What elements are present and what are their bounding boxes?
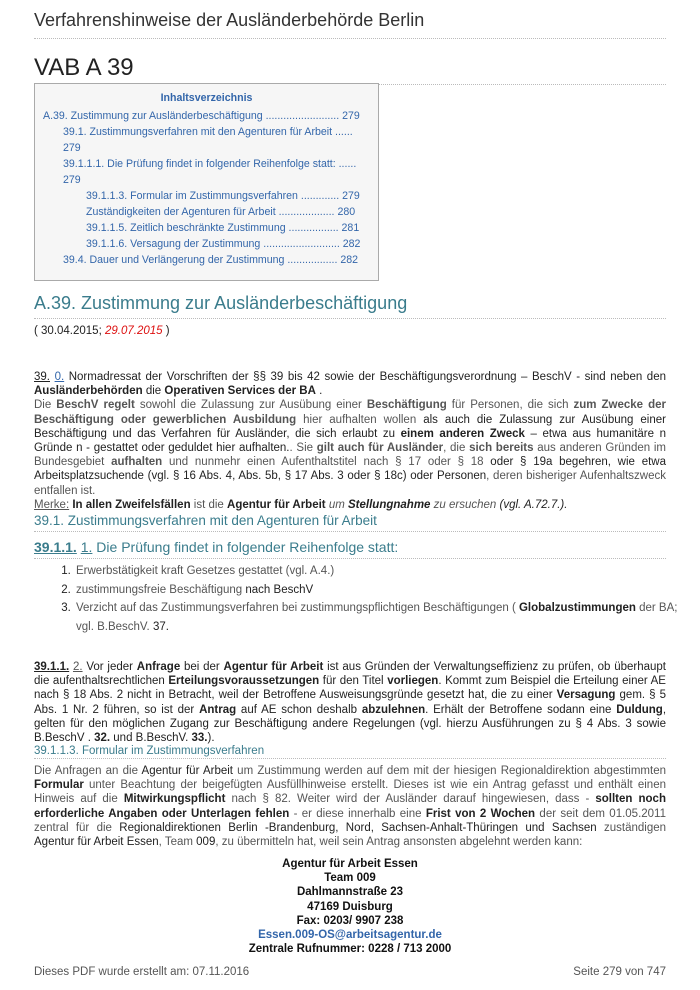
italic-text: zu ersuchen bbox=[430, 498, 500, 511]
text: Vor jeder bbox=[82, 661, 137, 673]
page-number: Seite 279 von 747 bbox=[573, 966, 666, 978]
text: als auch die Zulassung zur Ausübung einer Beschäftigung und das Verfahren für Ausländer, die sich erlaubt zu bbox=[34, 413, 666, 440]
list-item bbox=[74, 599, 684, 636]
text: , die bbox=[443, 442, 470, 455]
toc-link[interactable]: A.39. Zustimmung zur Ausländerbeschäftigung ......................... 279 bbox=[43, 110, 360, 122]
section-title: A.39. Zustimmung zur Ausländerbeschäftigung bbox=[34, 293, 666, 319]
bold-text: Anfrage bbox=[136, 661, 181, 673]
bold-text: Operativen Services der BA bbox=[164, 385, 316, 398]
text: sowohl die Zulassung zur Ausübung einer bbox=[134, 399, 367, 412]
check-order-list bbox=[56, 562, 684, 636]
toc-link[interactable]: 39.4. Dauer und Verlängerung der Zustimmung ................. 282 bbox=[63, 254, 359, 266]
merke-label: Merke: bbox=[34, 498, 70, 511]
paragraph-number[interactable]: 39. bbox=[34, 371, 50, 383]
text: zuständigen bbox=[596, 821, 666, 834]
bold-text: zum Zwecke der Beschäftigung oder gewerblichen Ausbildung bbox=[34, 399, 666, 426]
bold-text: 32. bbox=[94, 732, 111, 745]
document-title: VAB A 39 bbox=[34, 54, 666, 85]
bold-text: vorliegen bbox=[387, 675, 439, 688]
bold-text: In allen Zweifelsfällen bbox=[72, 498, 191, 511]
text: nach BeschV bbox=[245, 583, 314, 596]
bold-text: abzulehnen bbox=[361, 703, 426, 716]
heading-subnumber[interactable]: 1. bbox=[80, 539, 93, 555]
bold-text: Frist von 2 Wochen bbox=[425, 807, 536, 820]
text: Agentur für Arbeit Essen bbox=[34, 836, 159, 849]
bold-text: gilt auch für Ausländer bbox=[316, 442, 444, 455]
paragraph-number[interactable]: 39.1.1. bbox=[34, 661, 70, 673]
address-line: Fax: 0203/ 9907 238 bbox=[296, 914, 404, 927]
address-block bbox=[34, 857, 666, 956]
text: , Team bbox=[158, 836, 197, 849]
toc-link[interactable]: 39.1.1.6. Versagung der Zustimmung .......................... 282 bbox=[86, 238, 361, 250]
address-line: Agentur für Arbeit Essen bbox=[282, 858, 418, 870]
text: Regionaldirektionen Berlin -Brandenburg, Nord, Sachsen-Anhalt-Thüringen und Sachsen bbox=[119, 821, 597, 834]
text: ist aus Gründen der Verwaltungseffizienz zu prüfen, ob überhaupt die aufenthaltsrechtlichen bbox=[34, 661, 666, 688]
paragraph-subnumber[interactable]: 0. bbox=[54, 371, 65, 383]
text: für Personen, die sich bbox=[446, 399, 574, 412]
address-line: Zentrale Rufnummer: 0228 / 713 2000 bbox=[248, 943, 452, 956]
date-close: ) bbox=[162, 325, 170, 337]
text: aus anderen Gründen im Bundesgebiet bbox=[34, 442, 666, 469]
bold-italic-text: Stellungnahme bbox=[348, 498, 431, 511]
text: ist die bbox=[190, 498, 228, 511]
text: . bbox=[315, 385, 323, 398]
text: Agentur für Arbeit bbox=[141, 765, 233, 777]
text: oder § 19a begehren, wie etwa Arbeitsplatzsuchende (vgl. § 16 Abs. 4, Abs. 5b, § 17 Abs. 3 oder § 18c) oder Personen bbox=[34, 456, 666, 483]
text: ). bbox=[207, 732, 215, 745]
toc-title: Inhaltsverzeichnis bbox=[160, 92, 253, 104]
created-date: Dieses PDF wurde erstellt am: 07.11.2016 bbox=[34, 966, 250, 978]
address-line: Dahlmannstraße 23 bbox=[296, 886, 404, 899]
table-of-contents bbox=[34, 83, 379, 281]
bold-text: 33. bbox=[191, 732, 208, 745]
text: und nunmehr einen Aufenthaltstitel nach § 17 oder § 18 bbox=[162, 456, 491, 469]
text: , deren bisheriger Aufenhaltszweck entfallen ist. bbox=[34, 470, 666, 497]
bold-text: Antrag bbox=[199, 703, 237, 716]
email-link[interactable]: Essen.009-OS@arbeitsagentur.de bbox=[258, 929, 442, 942]
text: für den Titel bbox=[319, 675, 388, 688]
toc-link[interactable]: Zuständigkeiten der Agenturen für Arbeit ................... 280 bbox=[86, 206, 356, 218]
address-line: 47169 Duisburg bbox=[307, 900, 393, 913]
text: um Zustimmung werden auf dem mit der hiesigen Regionaldirektion abgestimmten bbox=[233, 765, 666, 777]
bold-text: Versagung bbox=[556, 689, 616, 702]
text: Erwerbstätigkeit kraft Gesetzes gestattet (vgl. A.4.) bbox=[76, 565, 335, 577]
text: bei der bbox=[180, 661, 224, 673]
paragraph-39-1-1-2 bbox=[34, 660, 666, 745]
text: gem. § 5 Abs. 1 Nr. 2 führen, so ist der bbox=[34, 689, 666, 716]
toc-link[interactable]: 39.1.1.3. Formular im Zustimmungsverfahren ............. 279 bbox=[86, 190, 360, 202]
toc-link[interactable]: 39.1.1.5. Zeitlich beschränkte Zustimmung ................. 281 bbox=[86, 222, 360, 234]
bold-text: einem anderen Zweck bbox=[400, 427, 525, 440]
heading-number[interactable]: 39.1.1. bbox=[34, 539, 77, 555]
text: - er diese innerhalb eine bbox=[289, 807, 426, 820]
text: , zu übermitteln hat, weil sein Antrag ansonsten abgelehnt werden kann: bbox=[215, 836, 583, 849]
text: zustimmungsfreie Beschäftigung bbox=[76, 583, 246, 596]
text: Die Anfragen an die bbox=[34, 765, 142, 777]
heading-39-1-1-3: 39.1.1.3. Formular im Zustimmungsverfahren bbox=[34, 745, 666, 759]
bold-text: Mitwirkungspflicht bbox=[123, 793, 226, 806]
list-item bbox=[74, 562, 684, 581]
text: und B.BeschV. bbox=[110, 732, 192, 745]
address-line: Team 009 bbox=[324, 872, 376, 885]
list-item bbox=[74, 581, 684, 600]
heading-39-1: 39.1. Zustimmungsverfahren mit den Agenturen für Arbeit bbox=[34, 513, 666, 532]
page-footer bbox=[34, 966, 666, 978]
paragraph-39-1-1-3 bbox=[34, 764, 666, 849]
text: auf AE schon deshalb bbox=[236, 703, 362, 716]
text: . Erhält der Betroffene sodann eine bbox=[425, 703, 617, 716]
bold-text: Formular bbox=[34, 779, 84, 792]
date-line bbox=[34, 325, 170, 337]
bold-text: Beschäftigung bbox=[366, 399, 447, 412]
text: , gelten für den möglichen Zugang zur Beschäftigung andere Regelungen (vgl. hierzu Ausführungen zu § 4 Abs. 3 sowie B.BeschV . bbox=[34, 703, 667, 745]
bold-text: Ausländerbehörden bbox=[34, 385, 143, 398]
bold-text: Erteilungsvoraussetzungen bbox=[168, 675, 320, 688]
text: Normadressat der Vorschriften der §§ 39 bis 42 sowie der Beschäftigungsverordnung – BeschV - sind neben den bbox=[64, 371, 666, 383]
bold-text: Agentur für Arbeit bbox=[223, 661, 324, 673]
text: – etwa aus humanitäre n Gründe n - gestattet oder geduldet hier aufhalten. bbox=[34, 427, 666, 455]
heading-text: Die Prüfung findet in folgender Reihenfolge statt: bbox=[92, 539, 399, 555]
bold-text: Duldung bbox=[616, 703, 663, 716]
bold-text: aufhalten bbox=[111, 456, 163, 469]
italic-text: (vgl. A.72.7.). bbox=[499, 498, 568, 511]
text: 37. bbox=[152, 620, 169, 633]
bold-text: sich bereits bbox=[469, 442, 534, 455]
toc-link[interactable]: 39.1.1.1. Die Prüfung findet in folgender Reihenfolge statt: ...... 279 bbox=[63, 158, 357, 186]
text: . Sie bbox=[289, 442, 317, 455]
text: Die bbox=[34, 399, 57, 412]
text: Verzicht auf das Zustimmungsverfahren bei zustimmungspflichtigen Beschäftigungen ( bbox=[76, 602, 519, 614]
bold-text: sollten noch erforderliche Angaben oder Unterlagen fehlen bbox=[34, 793, 666, 820]
bold-text: Agentur für Arbeit bbox=[227, 498, 326, 511]
date-revised: 29.07.2015 bbox=[104, 325, 163, 337]
text: 009 bbox=[196, 836, 216, 849]
paragraph-subnumber[interactable]: 2. bbox=[72, 661, 83, 673]
text: unter Beachtung der beigefügten Ausfüllhinweise erstellt. Dies bbox=[83, 779, 417, 792]
text: nach § 82. Weiter wird der Ausländer darauf hingewiesen, dass - bbox=[225, 793, 596, 806]
text: die bbox=[142, 385, 165, 398]
paragraph-39-0 bbox=[34, 370, 666, 512]
site-header: Verfahrenshinweise der Ausländerbehörde Berlin bbox=[34, 10, 666, 39]
bold-text: BeschV regelt bbox=[56, 399, 135, 412]
date-open: ( 30.04.2015; bbox=[34, 325, 105, 337]
text: . Kommt zum Beispiel die Erteilung einer AE nach § 18 Abs. 2 nicht in Betracht, weil der Betroffene Ausweisungsgründe gesetzt hat, die zu einer bbox=[34, 675, 666, 702]
bold-text: Globalzustimmungen bbox=[518, 602, 636, 614]
text: der BA; vgl. B.BeschV. bbox=[76, 602, 678, 633]
text: es ist wie ein Antrag gefasst und enthält einen Hinweis auf die bbox=[34, 779, 666, 806]
heading-39-1-1-1 bbox=[34, 539, 666, 559]
italic-text: um bbox=[325, 498, 349, 511]
toc-link[interactable]: 39.1. Zustimmungsverfahren mit den Agenturen für Arbeit ...... 279 bbox=[63, 126, 353, 154]
text: hier aufhalten wollen bbox=[296, 413, 424, 426]
text: der seit dem 01.05.2011 zentral für die bbox=[34, 807, 666, 834]
